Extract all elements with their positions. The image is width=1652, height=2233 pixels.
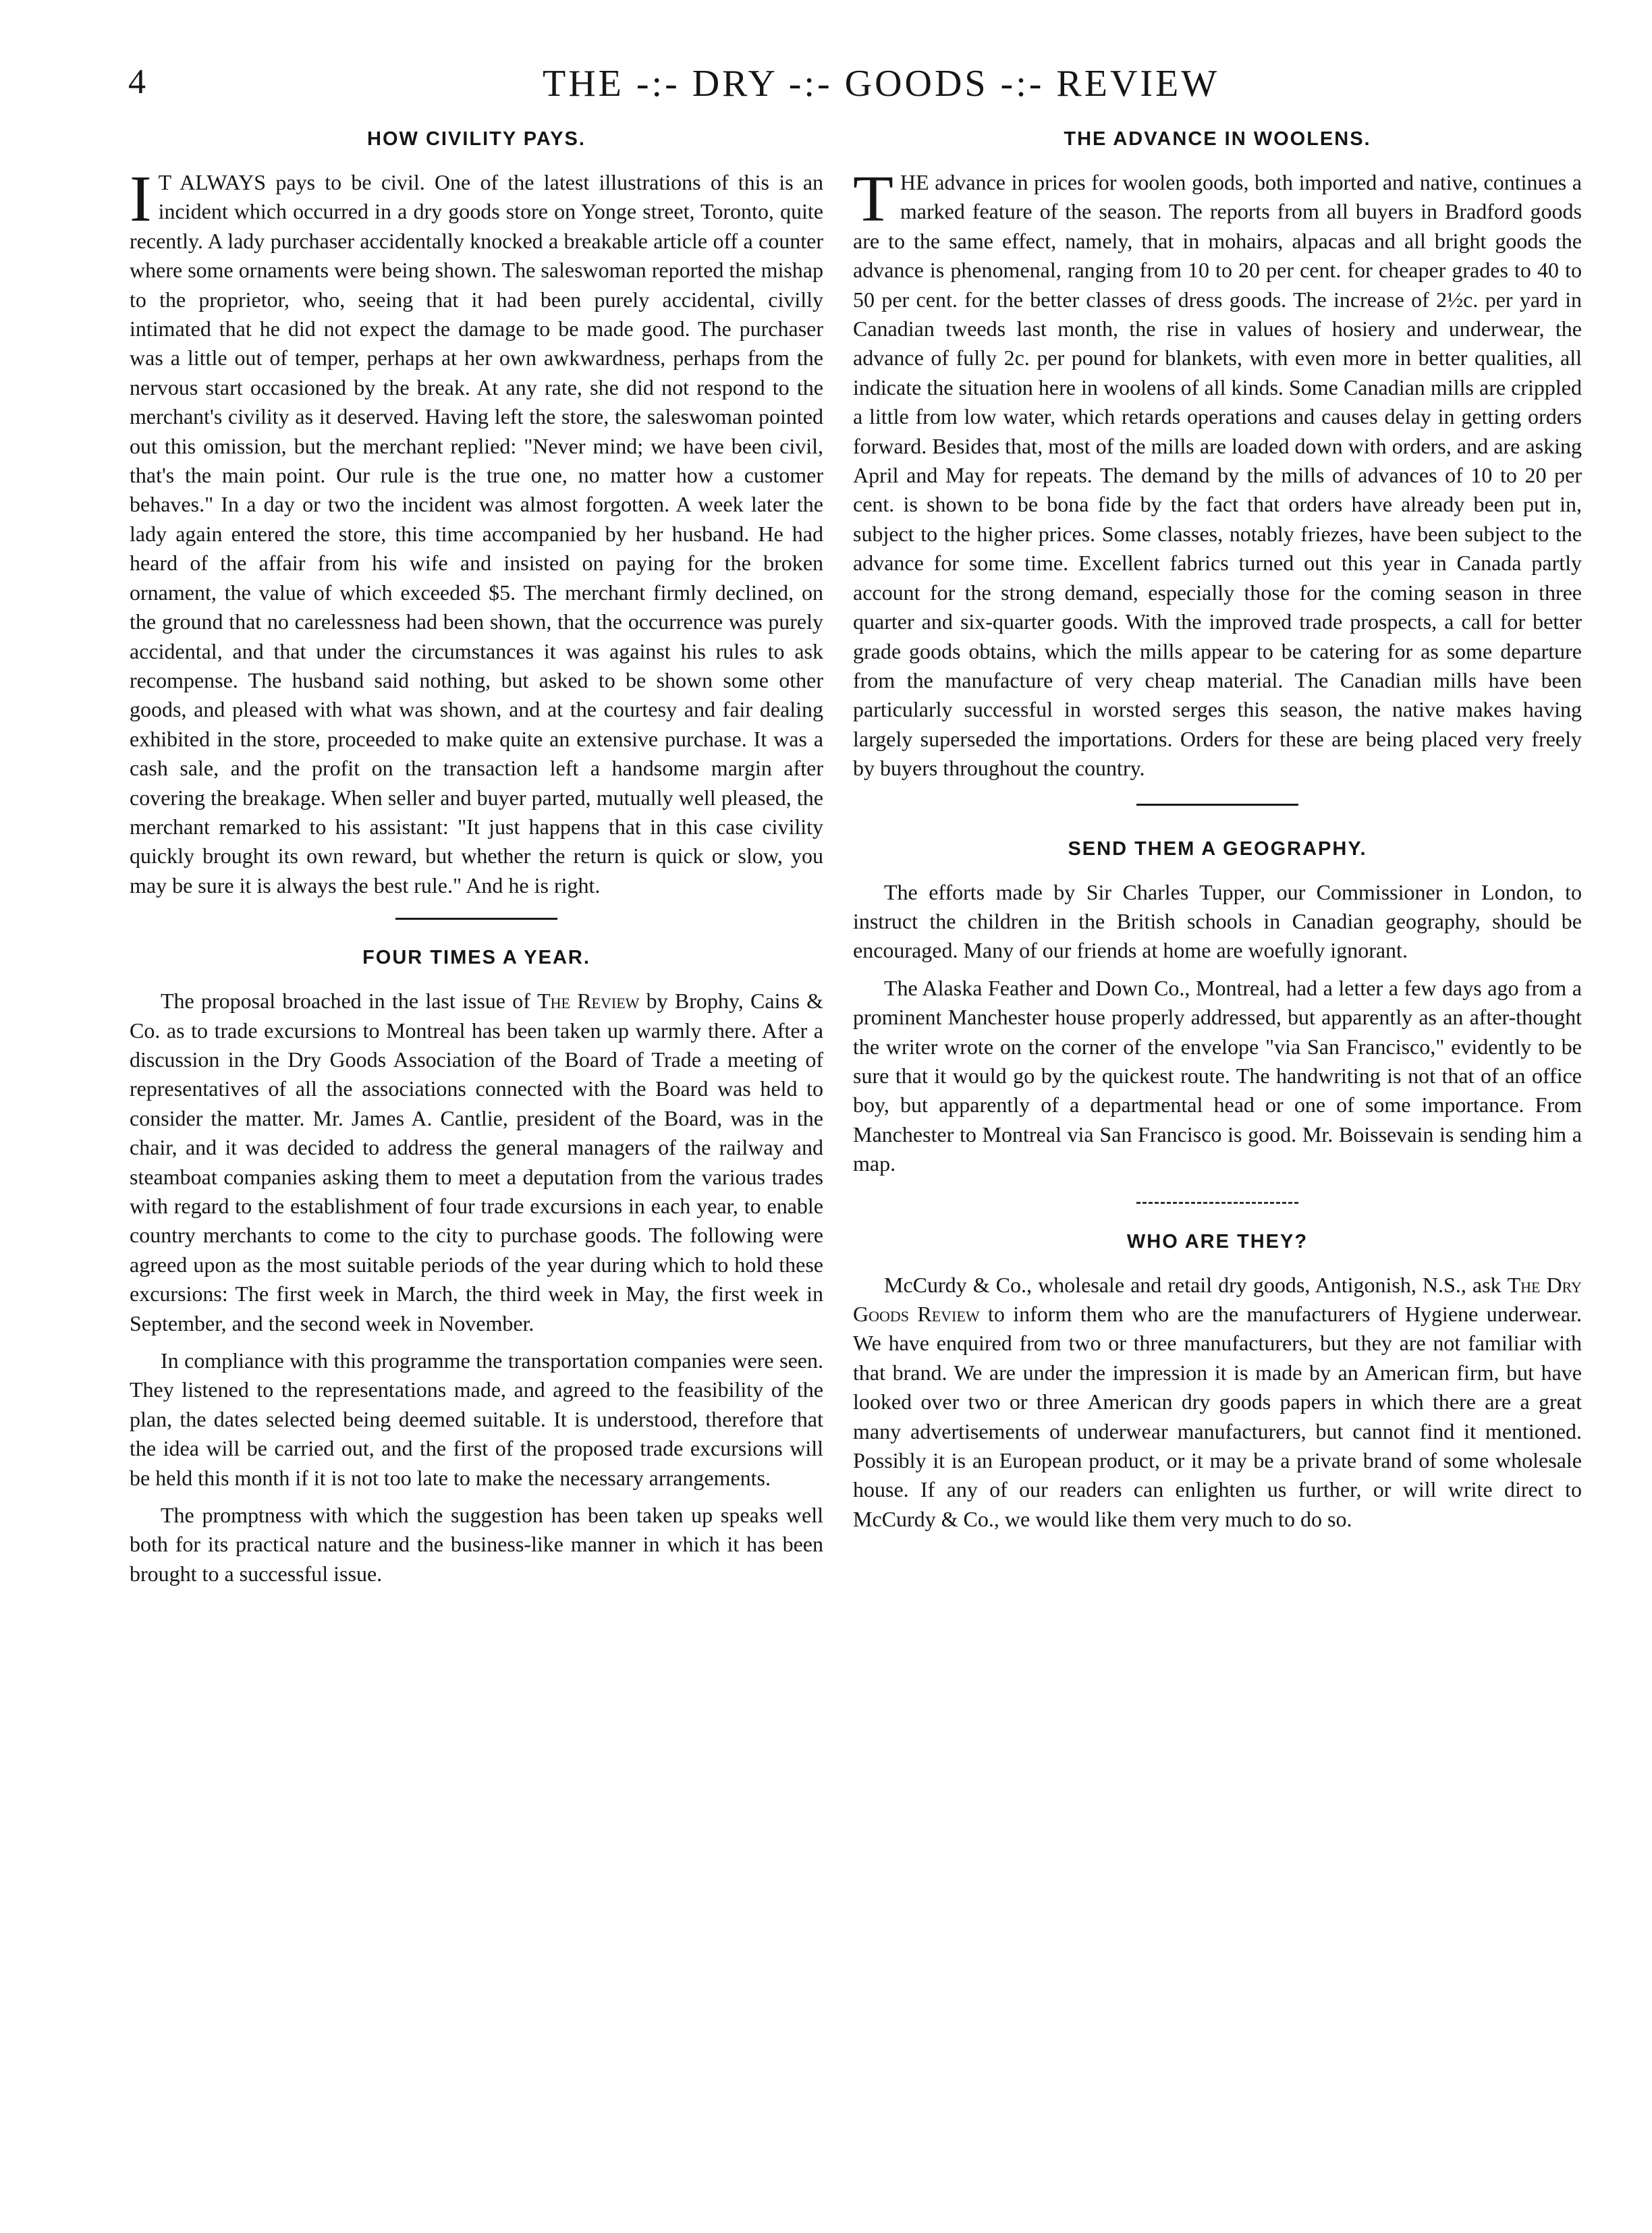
section-divider [1136, 804, 1298, 806]
article-paragraph [130, 987, 823, 1338]
article-advance-in-woolens [853, 128, 1582, 783]
article-body [853, 163, 1582, 783]
article-send-them-a-geography [853, 838, 1582, 1179]
page-number: 4 [128, 63, 146, 101]
paragraph-text: advance in prices for woolen goods, both imported and native, continues a marked feature of the season. The reports from all buyers in Bradford goods are to the same effect, namely, that in mohairs, alpacas and all bright goods the advance is phenomenal, ranging from 10 to 20 per cent. for cheaper grades to 40 to 50 per cent. for the better classes of dress goods. The increase of 2½c. per yard in Canadian tweeds last month, the rise in values of hosiery and underwear, the advance of fully 2c. per pound for blankets, with even more in better qualities, all indicate the situation here in woolens of all kinds. Some Canadian mills are crippled a little from low water, which retards operations and causes delay in getting orders forward. Besides that, most of the mills are loaded down with orders, and are asking April and May for repeats. The demand by the mills of advances of 10 to 20 per cent. is shown to be bona fide by the fact that orders have already been put in, subject to the higher prices. Some classes, notably friezes, have been subject to the advance for some time. Excellent fabrics turned out this year in Canada partly account for the strong demand, especially those for the coming season in three quarter and six-quarter goods. With the improved trade prospects, a call for better grade goods obtains, which the mills appear to be catering for as some departure from the manufacture of very cheap material. The Canadian mills have been particularly successful in worsted serges this season, the native makes having largely superseded the importations. Orders for these are being placed very freely by buyers throughout the country. [853, 170, 1582, 781]
article-paragraph: The efforts made by Sir Charles Tupper, our Commissioner in London, to instruct the children in the British schools in Canadian geography, should be encouraged. Many of our friends at home are woefully ignorant. [853, 879, 1582, 963]
paragraph-text: McCurdy & Co., wholesale and retail dry goods, Antigonish, N.S., ask [884, 1272, 1502, 1297]
article-body [130, 163, 824, 900]
article-paragraph: The promptness with which the suggestion has been taken up speaks well both for its practical nature and the business-like manner in which it has been brought to a successful issue. [130, 1503, 823, 1586]
article-heading: FOUR TIMES A YEAR. [362, 947, 590, 969]
paragraph-text: by Brophy, Cains & Co. as to trade excursions to Montreal has been taken up warmly there. After a discussion in the Dry Goods Association of the Board of Trade a meeting of representatives of all the associations connected with the Board was held to consider the matter. Mr. James A. Cantlie, president of the Board, was in the chair, and it was decided to address the general managers of the railway and steamboat companies asking them to meet a deputation from the various trades with regard to the establishment of four trade excursions in each year, to enable country merchants to come to the city to purchase goods. The following were agreed upon as the most suitable periods of the year during which to hold these excursions: The first week in March, the third week in May, the first week in September, and the second week in November. [130, 989, 824, 1335]
publication-title: THE -:- DRY -:- GOODS -:- REVIEW [543, 63, 1220, 105]
section-divider [395, 918, 557, 920]
article-heading: WHO ARE THEY? [1126, 1230, 1309, 1252]
paragraph-text: pays to be civil. One of the latest illustrations of this is an incident which occurred in a dry goods store on Yonge street, Toronto, quite recently. A lady purchaser accidentally knocked a breakable article off a counter where some ornaments were being shown. The saleswoman reported the mishap to the proprietor, who, seeing that it had been purely accidental, civilly intimated that he did not expect the damage to be made good. The purchaser was a little out of temper, perhaps at her own awkwardness, perhaps from the nervous start occasioned by the break. At any rate, she did not respond to the merchant's civility as it deserved. Having left the store, the saleswoman pointed out this omission, but the merchant replied: "Never mind; we have been civil, that's the main point. Our rule is the true one, no matter how a customer behaves." In a day or two the incident was almost forgotten. A week later the lady again entered the store, this time accompanied by her husband. He had heard of the affair from his wife and insisted on paying for the broken ornament, the value of which exceeded $5. The merchant firmly declined, on the ground that no carelessness had been shown, that the occurrence was purely accidental, and that under the circumstances it was against his rules to ask recompense. The husband said nothing, but asked to be shown some other goods, and pleased with what was shown, and at the courtesy and fair dealing exhibited in the store, proceeded to make quite an extensive purchase. It was a cash sale, and the profit on the transaction left a handsome margin after covering the breakage. When seller and buyer parted, mutually well pleased, the merchant remarked to his assistant: "It just happens that in this case civility quickly brought its own reward, but whether the return is quick or slow, you may be sure it is always the best rule." And he is right. [130, 170, 824, 898]
article-paragraph [853, 1271, 1582, 1535]
lead-words: HE [900, 170, 929, 194]
article-heading: SEND THEM A GEOGRAPHY. [1068, 837, 1367, 860]
masthead [0, 62, 1652, 116]
publication-reference: The Review [537, 989, 640, 1014]
paragraph-text: The proposal broached in the last issue of [161, 989, 530, 1014]
drop-cap: T [853, 163, 893, 236]
drop-cap: I [130, 163, 152, 236]
article-four-times-a-year [130, 947, 823, 1589]
article-heading: THE ADVANCE IN WOOLENS. [1064, 128, 1371, 150]
section-divider [1136, 1202, 1298, 1204]
paragraph-text: to inform them who are the manufacturers of Hygiene underwear. We have enquired from two or three manufacturers, but they are not familiar with that brand. We are under the impression it is made by an American firm, but have looked over two or three American dry goods papers in which there are a great many advertisements of underwear manufacturers, but cannot find it mentioned. Possibly it is an European product, or it may be a private brand of some wholesale house. If any of our readers can enlighten us further, or will write direct to McCurdy & Co., we would like them very much to do so. [853, 1302, 1582, 1531]
right-column [853, 128, 1582, 1534]
lead-words: T ALWAYS [158, 170, 267, 194]
article-who-are-they [853, 1231, 1582, 1535]
article-how-civility-pays [130, 128, 823, 900]
article-heading: HOW CIVILITY PAYS. [367, 128, 586, 150]
article-paragraph: In compliance with this programme the transportation companies were seen. They listened to the representations made, and agreed to the feasibility of the plan, the dates selected being deemed suitable. It is understood, therefore that the idea will be carried out, and the first of the proposed trade excursions will be held this month if it is not too late to make the necessary arrangements. [130, 1348, 823, 1490]
publication-reference: The Dry Goods Review [853, 1272, 1582, 1326]
article-paragraph: The Alaska Feather and Down Co., Montreal, had a letter a few days ago from a prominent Manchester house properly addressed, but apparently as an after-thought the writer wrote on the corner of the envelope "via San Francisco," evidently to be sure that it would go by the quickest route. The handwriting is not that of an office boy, but apparently of a departmental head or one of some importance. From Manchester to Montreal via San Francisco is good. Mr. Boissevain is sending him a map. [853, 975, 1582, 1176]
left-column [130, 128, 823, 1589]
